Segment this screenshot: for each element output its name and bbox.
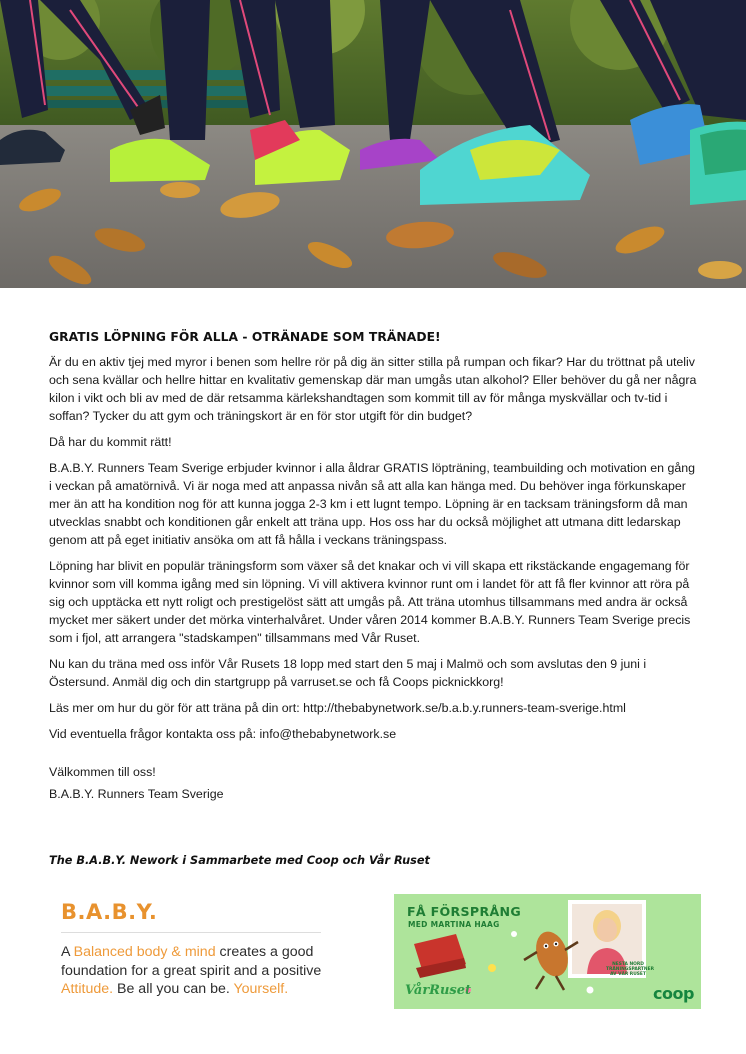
tagline-part: creates a good foundation for a great spirit and a positive bbox=[61, 944, 322, 979]
baby-logo-block bbox=[61, 900, 351, 999]
paragraph-intro: Är du en aktiv tjej med myror i benen som hellre rör på dig än sitter stilla på rumpan och fikar? Har du tröttnat på uteliv och sena kvällar och hellre hittar en kvalitativ gemenskap där man umgås utan alkohol? Eller behöver du gå ner några kilon i vikt och bli av med de där retsamma kärlekshandtagen som kommit till av för många myskvällar och tv-tid i soffan? Tycker du att gym och träningskort är en för stor utgift för din budget? bbox=[49, 355, 697, 423]
running-shoes-illustration bbox=[0, 0, 746, 288]
partner-badge: NESTA NORD TRÄNINGSPARTNER AV VÅR RUSET bbox=[606, 962, 654, 977]
banner-subtitle: MED MARTINA HAAG bbox=[408, 920, 500, 929]
article bbox=[49, 330, 699, 811]
paragraph-varruset: Nu kan du träna med oss inför Vår Rusets 18 lopp med start den 5 maj i Malmö och som avslutas den 9 juni i Östersund. Anmäl dig och din startgrupp på varruset.se och få Coops picknickkorg! bbox=[49, 657, 647, 689]
divider bbox=[61, 932, 321, 933]
paragraph-read-more: Läs mer om hur du gör för att träna på din ort: http://thebabynetwork.se/b.a.b.y.runners-team-sverige.html bbox=[49, 701, 626, 715]
tagline-highlight-balanced: Balanced body & mind bbox=[73, 944, 216, 960]
hero-photo bbox=[0, 0, 746, 288]
varruset-logo: VårRuset bbox=[405, 983, 472, 998]
tagline-part: Be all you can be. bbox=[113, 981, 234, 997]
banner-title: FÅ FÖRSPRÅNG bbox=[407, 904, 521, 919]
varruset-banner bbox=[394, 894, 701, 1009]
article-headline: GRATIS LÖPNING FÖR ALLA - OTRÄNADE SOM TRÄNADE! bbox=[49, 330, 441, 344]
paragraph-offer: B.A.B.Y. Runners Team Sverige erbjuder kvinnor i alla åldrar GRATIS löpträning, teambuilding och motivation en gång i veckan på amatörnivå. Vi är noga med att anpassa nivån så att alla kan hänga med. Du behöver inga förkunskaper mer än att ha kondition nog för att kunna jogga 2-3 km i ett lugnt tempo. Löpning är en tacksam träningsform då man utvecklas snabbt och konditionen går enkelt att träna upp. Hos oss har du också möjlighet att utmana ditt ledarskap genom att på eget initiativ ansöka om att få hålla i veckans träningspass. bbox=[49, 461, 696, 547]
closing-signature: B.A.B.Y. Runners Team Sverige bbox=[49, 787, 224, 801]
closing-welcome: Välkommen till oss! bbox=[49, 765, 156, 779]
paragraph-engagement: Löpning har blivit en populär träningsform som växer så det knakar och vi vill skapa ett rikstäckande engagemang för kvinnor som vill komma igång med sin löpning. Vi vill aktivera kvinnor runt om i landet för att få fler kvinnor att röra på sig och upptäcka ett nytt roligt och prestigelöst sätt att umgås på. Att träna utomhus tillsammans med andra är också mycket mer säkert under det mörka vinterhalvåret. Under våren 2014 kommer B.A.B.Y. Runners Team Sverige precis som i fjol, att arrangera "stadskampen" tillsammans med Vår Ruset. bbox=[49, 559, 691, 645]
tagline-part: A bbox=[61, 944, 74, 960]
paragraph-contact: Vid eventuella frågor kontakta oss på: info@thebabynetwork.se bbox=[49, 727, 397, 741]
paragraph-right-place: Då har du kommit rätt! bbox=[49, 435, 172, 449]
tagline-highlight-yourself: Yourself. bbox=[233, 981, 289, 997]
coop-logo: coop bbox=[653, 984, 694, 1003]
baby-tagline bbox=[61, 943, 351, 999]
mascot-icon bbox=[531, 927, 574, 980]
baby-logo: B.A.B.Y. bbox=[61, 900, 158, 924]
partner-line: The B.A.B.Y. Nework i Sammarbete med Coop och Vår Ruset bbox=[49, 854, 430, 867]
portrait-face bbox=[597, 918, 617, 942]
tagline-highlight-attitude: Attitude. bbox=[61, 981, 114, 997]
